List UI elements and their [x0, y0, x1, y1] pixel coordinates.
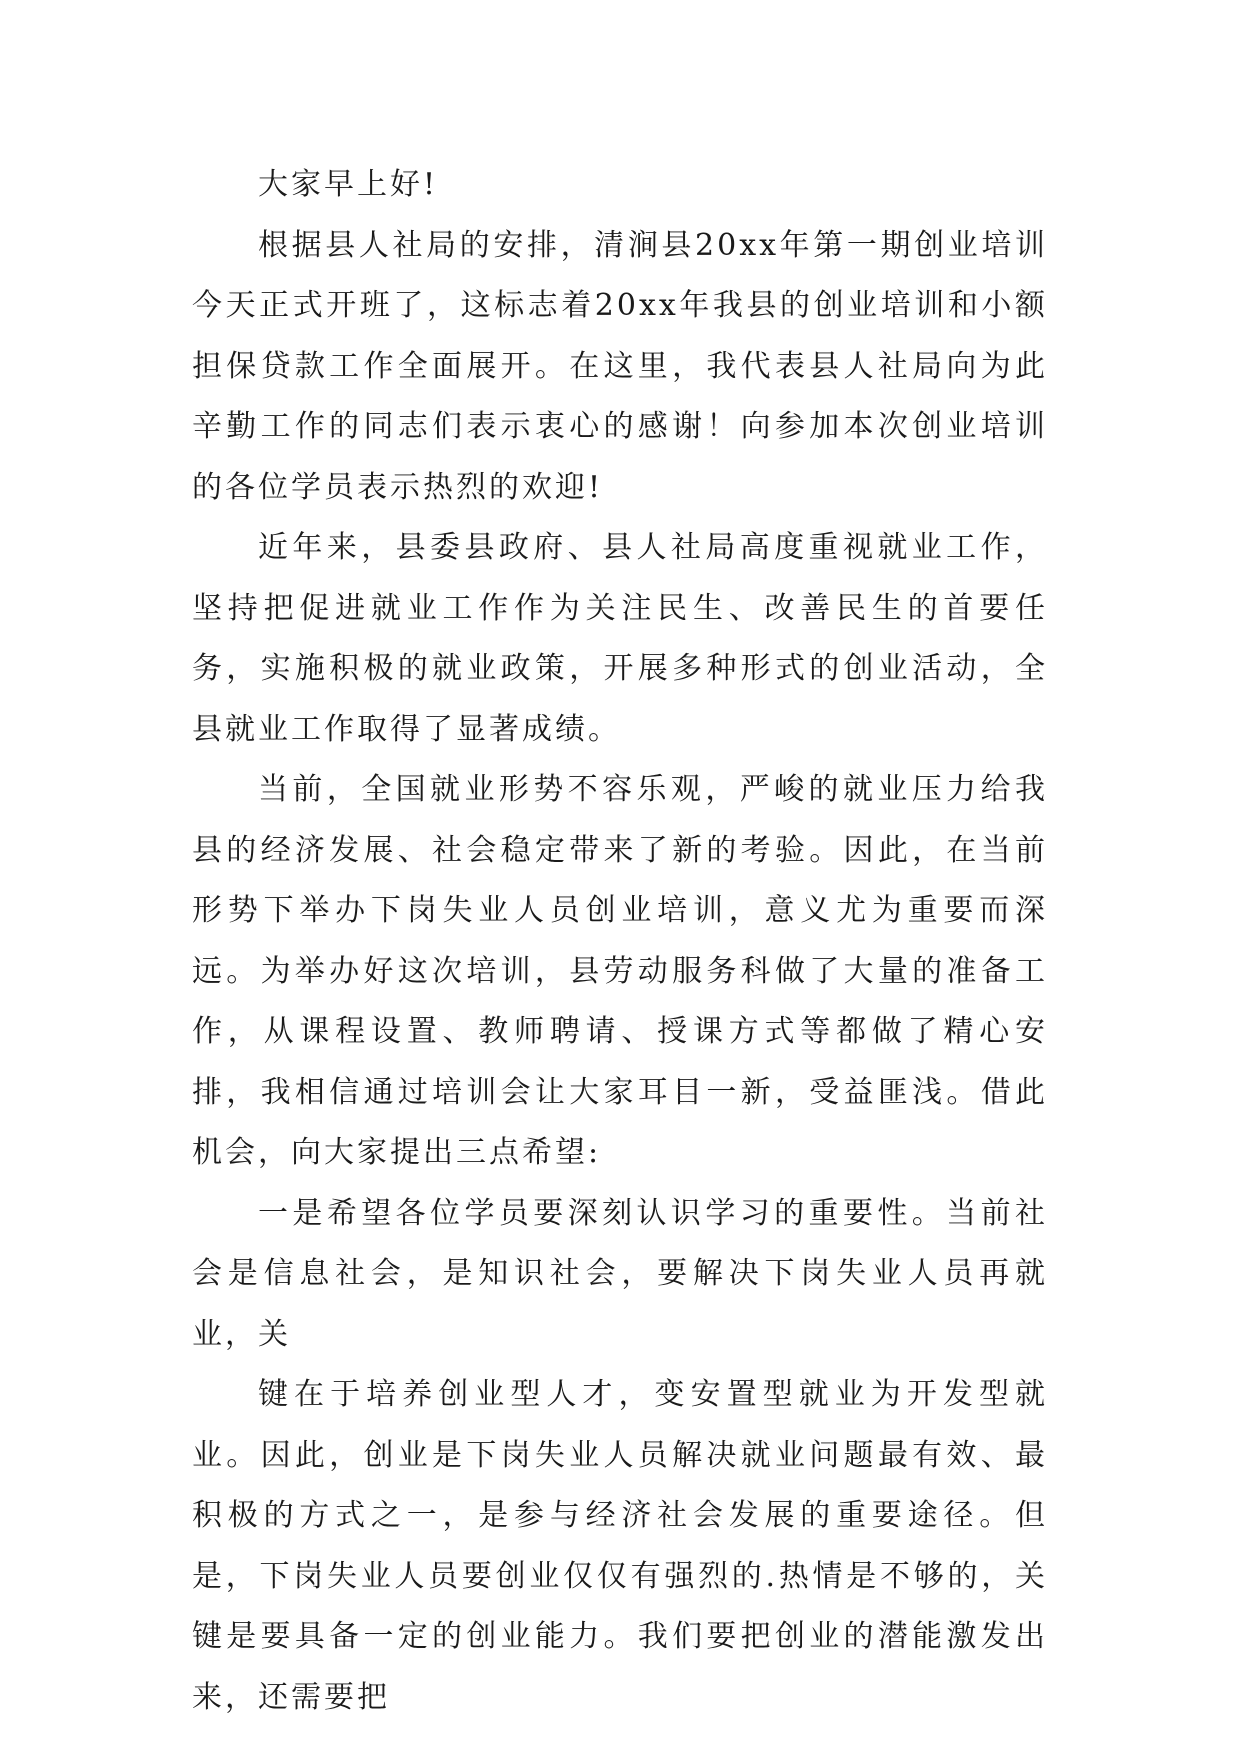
paragraph-achievements: 近年来，县委县政府、县人社局高度重视就业工作，坚持把促进就业工作作为关注民生、改善民生的首要任务，实施积极的就业政策，开展多种形式的创业活动，全县就业工作取得了显著成绩。: [192, 530, 1048, 747]
paragraph-continuation: 键在于培养创业型人才，变安置型就业为开发型就业。因此，创业是下岗失业人员解决就业问题最有效、最积极的方式之一，是参与经济社会发展的重要途径。但是，下岗失业人员要创业仅仅有强烈的.热情是不够的，关键是要具备一定的创业能力。我们要把创业的潜能激发出来，还需要把: [192, 1377, 1048, 1715]
paragraph-opening: 根据县人社局的安排，清涧县20xx年第一期创业培训今天正式开班了，这标志着20xx年我县的创业培训和小额担保贷款工作全面展开。在这里，我代表县人社局向为此辛勤工作的同志们表示衷心的感谢！向参加本次创业培训的各位学员表示热烈的欢迎!: [192, 227, 1048, 505]
document-body: [192, 155, 1048, 1728]
greeting-paragraph: 大家早上好!: [258, 167, 439, 202]
paragraph-hope-one: 一是希望各位学员要深刻认识学习的重要性。当前社会是信息社会，是知识社会，要解决下岗失业人员再就业，关: [192, 1195, 1048, 1352]
paragraph-situation: 当前，全国就业形势不容乐观，严峻的就业压力给我县的经济发展、社会稳定带来了新的考验。因此，在当前形势下举办下岗失业人员创业培训，意义尤为重要而深远。为举办好这次培训，县劳动服务科做了大量的准备工作，从课程设置、教师聘请、授课方式等都做了精心安排，我相信通过培训会让大家耳目一新，受益匪浅。借此机会，向大家提出三点希望:: [192, 772, 1048, 1170]
